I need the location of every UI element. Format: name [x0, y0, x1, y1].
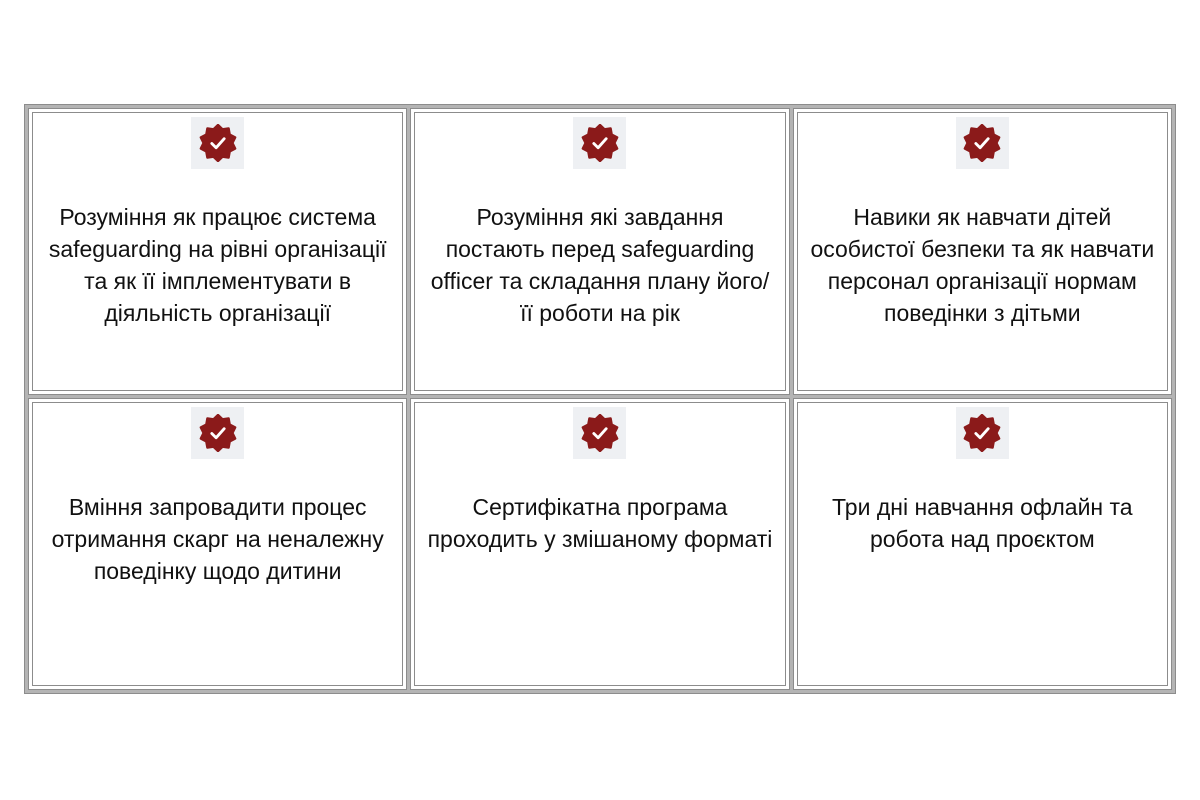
feature-text: Розуміння як працює система safeguarding на рівні організації та як її імплементувати в діяльність організації	[48, 204, 387, 326]
feature-text: Вміння запровадити процес отримання скарг на неналежну поведінку щодо дитини	[51, 494, 384, 584]
verified-badge-icon	[963, 414, 1001, 452]
badge-container	[191, 117, 244, 169]
features-table	[24, 104, 1176, 694]
feature-text: Розуміння які завдання постають перед safeguarding officer та складання плану його/її роботи на рік	[430, 204, 770, 326]
feature-card	[410, 398, 789, 690]
badge-container	[573, 117, 626, 169]
verified-badge-icon	[963, 124, 1001, 162]
badge-container	[956, 407, 1009, 459]
feature-card	[793, 108, 1172, 395]
verified-badge-icon	[581, 124, 619, 162]
feature-card	[28, 108, 407, 395]
badge-container	[956, 117, 1009, 169]
feature-card	[28, 398, 407, 690]
badge-container	[191, 407, 244, 459]
verified-badge-icon	[199, 124, 237, 162]
badge-container	[573, 407, 626, 459]
feature-card	[793, 398, 1172, 690]
verified-badge-icon	[199, 414, 237, 452]
feature-card	[410, 108, 789, 395]
feature-text: Сертифікатна програма проходить у змішаному форматі	[427, 494, 773, 552]
feature-text: Три дні навчання офлайн та робота над проєктом	[832, 494, 1133, 552]
verified-badge-icon	[581, 414, 619, 452]
features-grid	[28, 108, 1172, 690]
feature-text: Навики як навчати дітей особистої безпеки та як навчати персонал організації нормам поведінки з дітьми	[810, 204, 1155, 326]
